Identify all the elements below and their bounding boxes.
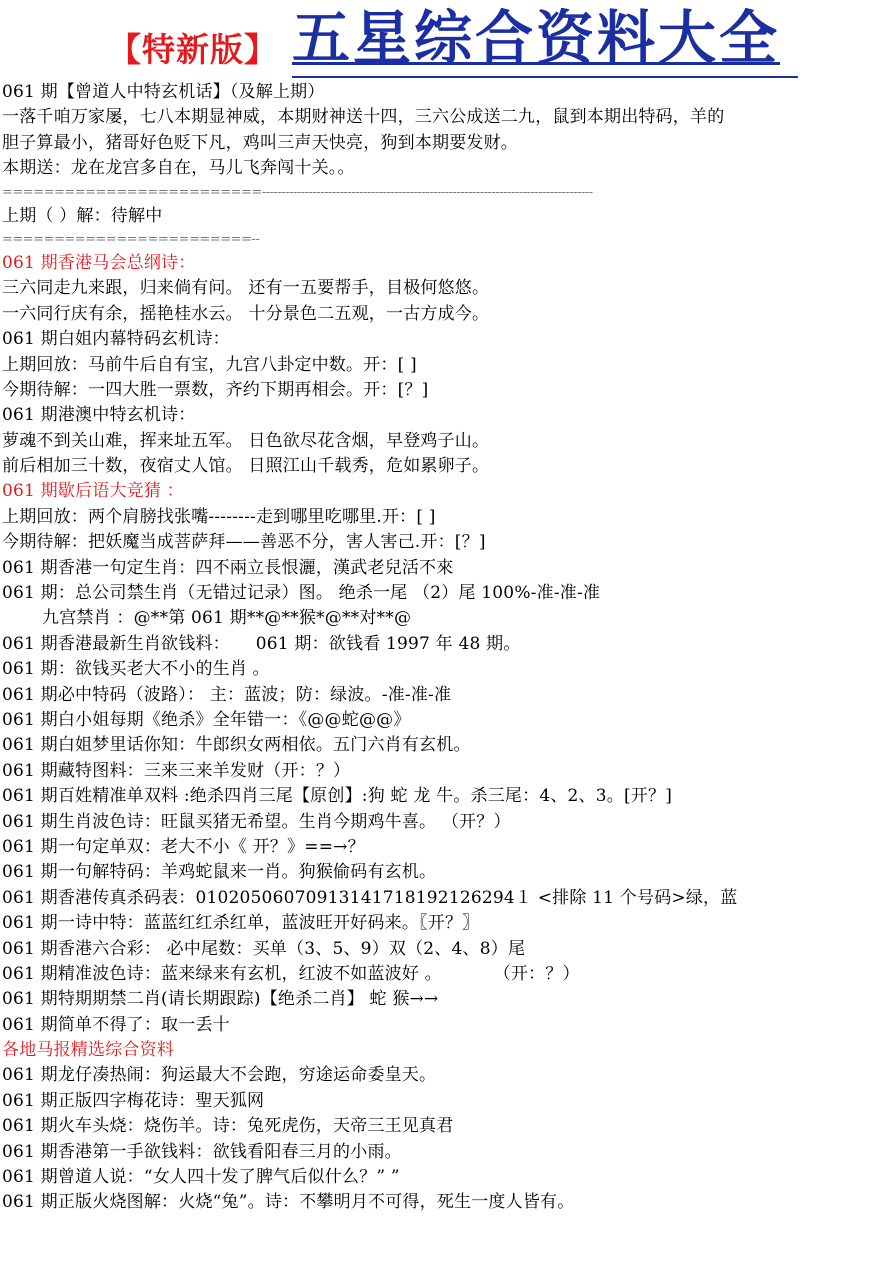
text-line: 061 期白小姐每期《绝杀》全年错一：《@@蛇@@》 [2, 709, 411, 730]
document-body [0, 80, 887, 1216]
text-line: 061 期一诗中特：蓝蓝红红杀红单，蓝波旺开好码来。〖开？〗 [2, 913, 480, 934]
title-underline [292, 76, 798, 78]
text-line: 061 期特期期禁二肖(请长期跟踪)【绝杀二肖】 蛇 猴→→ [2, 989, 439, 1010]
text-line: 三六同走九来跟，归来倘有问。 还有一五要帮手，目极何悠悠。 [2, 278, 490, 299]
text-line: 061 期【曾道人中特玄机话】（及解上期） [2, 82, 325, 102]
text-line: 061 期香港最新生肖欲钱料： 061 期：欲钱看 1997 年 48 期。 [2, 633, 521, 654]
text-line: 061 期简单不得了：取一丢十 [2, 1014, 230, 1035]
text-line: 上期回放：两个肩膀找张嘴--------走到哪里吃哪里.开：[ ] [2, 506, 436, 527]
text-line: 061 期曾道人说：“女人四十发了脾气后似什么？” ” [2, 1167, 400, 1188]
text-line: 061 期生肖波色诗：旺鼠买猪无希望。生肖今期鸡牛喜。 （开？） [2, 811, 511, 832]
text-line: 061 期香港传真杀码表：01020506070913141718192126294１ <排除 11 个号码>绿，蓝 [2, 887, 738, 908]
text-line: 061 期正版火烧图解：火烧“兔”。诗：不攀明月不可得，死生一度人皆有。 [2, 1192, 575, 1213]
text-line: 九宫禁肖 ：@**第 061 期**@**猴*@**对**@ [42, 608, 412, 629]
page-header [0, 0, 887, 80]
text-line: 上期（ ）解：待解中 [2, 205, 163, 226]
separator-line: =========================------------------------------------------------------------------------------------- [2, 184, 593, 200]
text-line: 061 期香港六合彩： 必中尾数：买单（3、5、9）双（2、4、8）尾 [2, 938, 526, 959]
text-line: 061 期一句解特码：羊鸡蛇鼠来一肖。狗猴偷码有玄机。 [2, 862, 437, 883]
text-line: 今期待解：把妖魔当成菩萨拜——善恶不分，害人害己.开：[？] [2, 532, 486, 553]
text-line: 061 期香港一句定生肖：四不兩立長恨灑，漢武老兒活不來 [2, 557, 454, 578]
section-heading: 061 期歇后语大竞猜 ： [2, 481, 184, 502]
text-line: 061 期：欲钱买老大不小的生肖 。 [2, 659, 270, 680]
text-line: 061 期火车头烧：烧伤羊。诗：兔死虎伤，天帝三王见真君 [2, 1116, 454, 1137]
separator-line: ========================-- [2, 231, 260, 247]
text-line: 萝魂不到关山难，挥来址五军。 日色欲尽花含烟，早登鸡子山。 [2, 430, 490, 451]
text-line: 一六同行庆有余，摇艳桂水云。 十分景色二五观，一古方成今。 [2, 303, 490, 324]
text-line: 061 期正版四字梅花诗：聖天狐网 [2, 1090, 265, 1111]
text-line: 一落千咱万家屡，七八本期显神威，本期财神送十四，三六公成送二九，鼠到本期出特码，羊的 [2, 107, 725, 128]
text-line: 061 期白姐梦里话你知：牛郎织女两相依。五门六肖有玄机。 [2, 735, 471, 756]
text-line: 061 期：总公司禁生肖（无错过记录）图。 绝杀一尾 （2）尾 100%-准-准-准 [2, 583, 601, 604]
text-line: 061 期藏特图料：三来三来羊发财（开：？） [2, 760, 351, 781]
page-title: 五星综合资料大全 [292, 4, 781, 72]
text-line: 胆子算最小，猪哥好色贬下凡，鸡叫三声天快亮，狗到本期要发财。 [2, 132, 518, 153]
text-line: 前后相加三十数，夜宿丈人馆。 日照江山千载秀，危如累卵子。 [2, 456, 490, 477]
text-line: 061 期百姓精准单双料 :绝杀四肖三尾【原创】:狗 蛇 龙 牛。杀三尾：4、2、3。[开？] [2, 786, 673, 807]
text-line: 061 期龙仔凑热闹：狗运最大不会跑，穷途运命委皇天。 [2, 1065, 437, 1086]
edition-badge: 【特新版】 [108, 30, 278, 69]
text-line: 061 期精准波色诗：蓝来绿来有玄机，红波不如蓝波好 。 （开：？） [2, 963, 580, 984]
text-line: 061 期一句定单双：老大不小《 开？》==→？ [2, 836, 365, 857]
text-line: 061 期香港第一手欲钱料：欲钱看阳春三月的小雨。 [2, 1141, 402, 1162]
text-line: 今期待解：一四大胜一票数，齐约下期再相会。开：[？] [2, 379, 429, 400]
section-heading: 各地马报精选综合资料 [2, 1040, 174, 1061]
text-line: 上期回放：马前牛后自有宝，九宫八卦定中数。开：[ ] [2, 354, 417, 375]
text-line: 061 期白姐内幕特码玄机诗： [2, 329, 230, 350]
text-line: 061 期港澳中特玄机诗： [2, 405, 196, 426]
text-line: 本期送：龙在龙宫多自在，马儿飞奔闯十关。。 [2, 158, 355, 179]
section-heading: 061 期香港马会总纲诗： [2, 252, 196, 273]
text-line: 061 期必中特码（波路）： 主：蓝波；防：绿波。-准-准-准 [2, 684, 452, 705]
